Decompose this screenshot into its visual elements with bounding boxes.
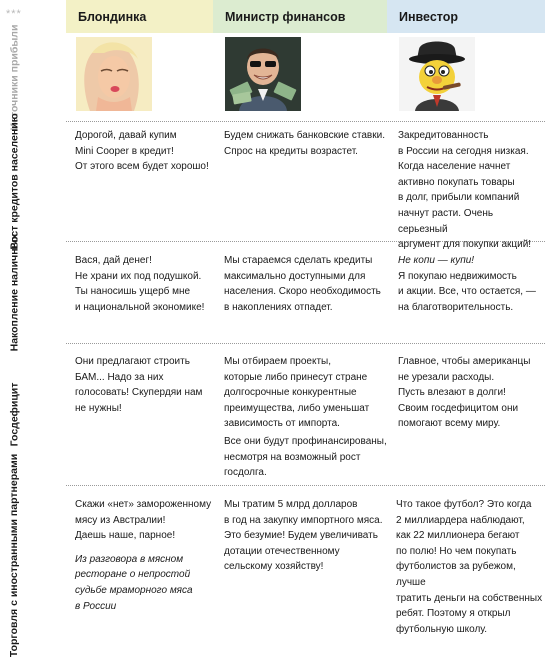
credit-minister-cell <box>224 128 389 159</box>
savings-blonde-text: Вася, дай денег! Не храни их под подушкой. Ты наносишь ущерб мне и национальной экономике! <box>75 255 205 313</box>
row-separator <box>66 485 545 486</box>
credit-investor-cell <box>398 128 545 253</box>
trade-minister-cell <box>224 497 389 575</box>
deficit-blonde-cell <box>75 354 215 416</box>
header-minister: Министр финансов <box>213 0 387 33</box>
savings-minister-cell <box>224 253 389 315</box>
credit-blonde-cell <box>75 128 215 175</box>
row-label-credit <box>0 112 30 250</box>
savings-investor-slogan: Не копи — купи! <box>398 255 475 266</box>
header-investor: Инвестор <box>387 0 545 33</box>
row-label-savings <box>0 233 30 351</box>
investor-avatar <box>399 37 475 111</box>
deficit-investor-cell <box>398 354 545 432</box>
row-separator <box>66 343 545 344</box>
savings-investor-text: Я покупаю недвижимость и акции. Все, что остается, — на благотворительность. <box>398 270 536 313</box>
row-label-sources <box>0 24 30 130</box>
minister-avatar <box>225 37 301 111</box>
savings-minister-text: Мы стараемся сделать кредиты максимально доступными для населения. Скоро необходимость в накоплениях отпадет. <box>224 255 381 313</box>
deficit-blonde-text: Они предлагают строить БАМ... Надо за них голосовать! Скупердяи нам не нужны! <box>75 356 203 414</box>
deficit-minister-text: Мы отбираем проекты, которые либо принесут стране долгосрочные конкурентные преимущества, либо уменьшат зависимость от импорта. <box>224 356 370 430</box>
deficit-minister-cell <box>224 354 389 481</box>
row-separator <box>66 121 545 122</box>
savings-investor-cell <box>398 253 545 315</box>
deficit-investor-text: Главное, чтобы американцы не урезали расходы. Пусть влезают в долги! Своим госдефицитом они помогают всему миру. <box>398 356 531 430</box>
blonde-avatar <box>76 37 152 111</box>
trade-investor-text: Что такое футбол? Это когда 2 миллиардера наблюдают, как 22 миллионера бегают по полю! Но чем покупать футболистов за рубежом, лучше тратить деньги на собственных ребят. Поэтому я открыл футбольную школу. <box>396 499 543 635</box>
row-label-deficit-text: Госдефицит <box>8 382 21 446</box>
row-label-trade <box>0 453 30 657</box>
trade-blonde-cell <box>75 497 215 614</box>
credit-investor-text: Закредитованность в России на сегодня низкая. Когда население начнет активно покупать товары в долг, прибыли компаний начнут расти. Очень серьезный аргумент для покупки акций! <box>398 130 532 251</box>
trade-investor-cell <box>396 497 545 637</box>
row-label-sources-text: Источники прибыли <box>8 24 21 130</box>
row-label-savings-text: Накопление наличных <box>8 233 21 351</box>
trade-blonde-caption: Из разговора в мясном ресторане о непростой судьбе мраморного мяса в России <box>75 553 193 612</box>
credit-minister-text: Будем снижать банковские ставки. Спрос на кредиты возрастет. <box>224 130 385 157</box>
header-stars: *** <box>0 0 66 33</box>
row-label-credit-text: Рост кредитов населению <box>8 112 21 250</box>
savings-blonde-cell <box>75 253 215 315</box>
header-blonde: Блондинка <box>66 0 213 33</box>
trade-minister-text: Мы тратим 5 млрд долларов в год на закупку импортного мяса. Это безумие! Будем увеличивать дотации отечественному сельскому хозяйству! <box>224 499 383 573</box>
table-header <box>0 0 545 33</box>
trade-blonde-text: Скажи «нет» замороженному мясу из Австралии! Даешь наше, парное! <box>75 499 212 542</box>
row-label-trade-text: Торговля с иностранными партнерами <box>8 453 21 657</box>
credit-blonde-text: Дорогой, давай купим Mini Cooper в кредит! От этого всем будет хорошо! <box>75 130 209 173</box>
deficit-minister-text-2: Все они будут профинансированы, несмотря на возможный рост госдолга. <box>224 435 387 479</box>
